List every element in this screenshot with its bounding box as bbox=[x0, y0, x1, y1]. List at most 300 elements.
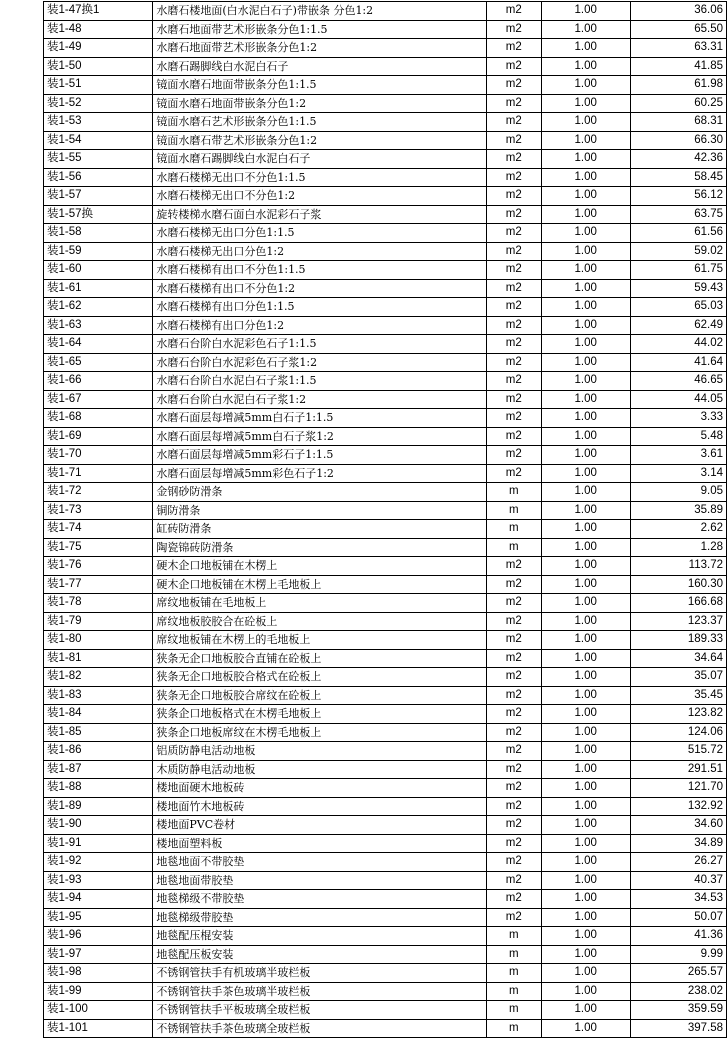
price-cell[interactable]: 44.05 bbox=[630, 390, 726, 409]
name-cell[interactable]: 水磨石面层每增减5mm彩色石子1:2 bbox=[153, 464, 486, 483]
unit-cell[interactable]: m2 bbox=[486, 760, 541, 779]
name-cell[interactable]: 水磨石楼梯无出口分色1:2 bbox=[153, 242, 486, 261]
unit-cell[interactable]: m2 bbox=[486, 57, 541, 76]
price-cell[interactable]: 56.12 bbox=[630, 187, 726, 206]
table-row bbox=[44, 242, 727, 261]
name-cell[interactable]: 水磨石台阶白水泥白石子浆1:1.5 bbox=[153, 372, 486, 391]
quantity-cell[interactable]: 1.00 bbox=[541, 853, 630, 872]
code-cell[interactable]: 装1-95 bbox=[44, 908, 153, 927]
code-cell[interactable]: 装1-70 bbox=[44, 446, 153, 465]
name-cell[interactable]: 水磨石台阶白水泥彩色石子1:1.5 bbox=[153, 335, 486, 354]
table-row bbox=[44, 501, 727, 520]
quantity-cell[interactable]: 1.00 bbox=[541, 261, 630, 280]
price-cell[interactable]: 189.33 bbox=[630, 631, 726, 650]
price-cell[interactable]: 59.43 bbox=[630, 279, 726, 298]
unit-cell[interactable]: m bbox=[486, 501, 541, 520]
table-row bbox=[44, 927, 727, 946]
price-cell[interactable]: 50.07 bbox=[630, 908, 726, 927]
name-cell[interactable]: 水磨石踢脚线白水泥白石子 bbox=[153, 57, 486, 76]
price-cell[interactable]: 9.05 bbox=[630, 483, 726, 502]
code-cell[interactable]: 装1-62 bbox=[44, 298, 153, 317]
price-cell[interactable]: 46.65 bbox=[630, 372, 726, 391]
price-cell[interactable]: 40.37 bbox=[630, 871, 726, 890]
code-cell[interactable]: 装1-84 bbox=[44, 705, 153, 724]
price-cell[interactable]: 238.02 bbox=[630, 982, 726, 1001]
unit-cell[interactable]: m bbox=[486, 1001, 541, 1020]
code-cell[interactable]: 装1-69 bbox=[44, 427, 153, 446]
name-cell[interactable]: 木质防静电活动地板 bbox=[153, 760, 486, 779]
name-cell[interactable]: 硬木企口地板铺在木楞上毛地板上 bbox=[153, 575, 486, 594]
name-cell[interactable]: 水磨石台阶白水泥彩色石子浆1:2 bbox=[153, 353, 486, 372]
price-cell[interactable]: 35.07 bbox=[630, 668, 726, 687]
price-cell[interactable]: 35.45 bbox=[630, 686, 726, 705]
name-cell[interactable]: 镜面水磨石地面带嵌条分色1:1.5 bbox=[153, 76, 486, 95]
quantity-cell[interactable]: 1.00 bbox=[541, 316, 630, 335]
code-cell[interactable]: 装1-50 bbox=[44, 57, 153, 76]
name-cell[interactable]: 楼地面塑料板 bbox=[153, 834, 486, 853]
name-cell[interactable]: 狭条无企口地板胶合直铺在砼板上 bbox=[153, 649, 486, 668]
quantity-cell[interactable]: 1.00 bbox=[541, 612, 630, 631]
name-cell[interactable]: 硬木企口地板铺在木楞上 bbox=[153, 557, 486, 576]
unit-cell[interactable]: m2 bbox=[486, 557, 541, 576]
unit-cell[interactable]: m2 bbox=[486, 20, 541, 39]
name-cell[interactable]: 陶瓷锦砖防滑条 bbox=[153, 538, 486, 557]
unit-cell[interactable]: m2 bbox=[486, 446, 541, 465]
unit-cell[interactable]: m2 bbox=[486, 2, 541, 21]
quantity-cell[interactable]: 1.00 bbox=[541, 945, 630, 964]
quantity-cell[interactable]: 1.00 bbox=[541, 779, 630, 798]
name-cell[interactable]: 不锈钢管扶手平板玻璃全玻栏板 bbox=[153, 1001, 486, 1020]
quantity-cell[interactable]: 1.00 bbox=[541, 150, 630, 169]
name-cell[interactable]: 铝质防静电活动地板 bbox=[153, 742, 486, 761]
code-cell[interactable]: 装1-59 bbox=[44, 242, 153, 261]
unit-cell[interactable]: m2 bbox=[486, 723, 541, 742]
name-cell[interactable]: 水磨石台阶白水泥白石子浆1:2 bbox=[153, 390, 486, 409]
unit-cell[interactable]: m2 bbox=[486, 390, 541, 409]
quantity-cell[interactable]: 1.00 bbox=[541, 631, 630, 650]
price-cell[interactable]: 65.03 bbox=[630, 298, 726, 317]
name-cell[interactable]: 水磨石楼梯有出口不分色1:1.5 bbox=[153, 261, 486, 280]
unit-cell[interactable]: m bbox=[486, 538, 541, 557]
quantity-cell[interactable]: 1.00 bbox=[541, 168, 630, 187]
unit-cell[interactable]: m2 bbox=[486, 205, 541, 224]
unit-cell[interactable]: m2 bbox=[486, 779, 541, 798]
quantity-cell[interactable]: 1.00 bbox=[541, 760, 630, 779]
name-cell[interactable]: 不锈钢管扶手茶色玻璃全玻栏板 bbox=[153, 1019, 486, 1038]
price-cell[interactable]: 397.58 bbox=[630, 1019, 726, 1038]
unit-cell[interactable]: m bbox=[486, 483, 541, 502]
quantity-cell[interactable]: 1.00 bbox=[541, 501, 630, 520]
unit-cell[interactable]: m2 bbox=[486, 113, 541, 132]
code-cell[interactable]: 装1-93 bbox=[44, 871, 153, 890]
quantity-cell[interactable]: 1.00 bbox=[541, 2, 630, 21]
price-cell[interactable]: 34.89 bbox=[630, 834, 726, 853]
code-cell[interactable]: 装1-88 bbox=[44, 779, 153, 798]
unit-cell[interactable]: m2 bbox=[486, 316, 541, 335]
quantity-cell[interactable]: 1.00 bbox=[541, 131, 630, 150]
name-cell[interactable]: 狭条无企口地板胶合席纹在砼板上 bbox=[153, 686, 486, 705]
name-cell[interactable]: 席纹地板铺在毛地板上 bbox=[153, 594, 486, 613]
code-cell[interactable]: 装1-71 bbox=[44, 464, 153, 483]
table-row bbox=[44, 797, 727, 816]
unit-cell[interactable]: m bbox=[486, 1019, 541, 1038]
name-cell[interactable]: 水磨石楼梯有出口分色1:1.5 bbox=[153, 298, 486, 317]
code-cell[interactable]: 装1-55 bbox=[44, 150, 153, 169]
name-cell[interactable]: 缸砖防滑条 bbox=[153, 520, 486, 539]
quantity-cell[interactable]: 1.00 bbox=[541, 834, 630, 853]
unit-cell[interactable]: m2 bbox=[486, 427, 541, 446]
name-cell[interactable]: 水磨石面层每增减5mm彩石子1:1.5 bbox=[153, 446, 486, 465]
unit-cell[interactable]: m2 bbox=[486, 686, 541, 705]
unit-cell[interactable]: m2 bbox=[486, 649, 541, 668]
name-cell[interactable]: 水磨石面层每增减5mm白石子1:1.5 bbox=[153, 409, 486, 428]
name-cell[interactable]: 地毯梯级带胶垫 bbox=[153, 908, 486, 927]
table-row bbox=[44, 853, 727, 872]
code-cell[interactable]: 装1-91 bbox=[44, 834, 153, 853]
price-cell[interactable]: 66.30 bbox=[630, 131, 726, 150]
unit-cell[interactable]: m2 bbox=[486, 890, 541, 909]
quantity-cell[interactable]: 1.00 bbox=[541, 575, 630, 594]
code-cell[interactable]: 装1-72 bbox=[44, 483, 153, 502]
price-cell[interactable]: 3.61 bbox=[630, 446, 726, 465]
unit-cell[interactable]: m bbox=[486, 927, 541, 946]
quantity-cell[interactable]: 1.00 bbox=[541, 742, 630, 761]
code-cell[interactable]: 装1-47换1 bbox=[44, 2, 153, 21]
quantity-cell[interactable]: 1.00 bbox=[541, 113, 630, 132]
unit-cell[interactable]: m2 bbox=[486, 464, 541, 483]
unit-cell[interactable]: m2 bbox=[486, 575, 541, 594]
unit-cell[interactable]: m2 bbox=[486, 594, 541, 613]
unit-cell[interactable]: m2 bbox=[486, 797, 541, 816]
quantity-cell[interactable]: 1.00 bbox=[541, 723, 630, 742]
name-cell[interactable]: 狭条企口地板席纹在木楞毛地板上 bbox=[153, 723, 486, 742]
price-cell[interactable]: 265.57 bbox=[630, 964, 726, 983]
quantity-cell[interactable]: 1.00 bbox=[541, 353, 630, 372]
name-cell[interactable]: 镜面水磨石带艺术形嵌条分色1:2 bbox=[153, 131, 486, 150]
code-cell[interactable]: 装1-66 bbox=[44, 372, 153, 391]
unit-cell[interactable]: m2 bbox=[486, 261, 541, 280]
price-cell[interactable]: 58.45 bbox=[630, 168, 726, 187]
code-cell[interactable]: 装1-80 bbox=[44, 631, 153, 650]
unit-cell[interactable]: m bbox=[486, 982, 541, 1001]
table-row bbox=[44, 668, 727, 687]
price-cell[interactable]: 121.70 bbox=[630, 779, 726, 798]
name-cell[interactable]: 水磨石楼梯无出口分色1:1.5 bbox=[153, 224, 486, 243]
unit-cell[interactable]: m2 bbox=[486, 853, 541, 872]
name-cell[interactable]: 金钢砂防滑条 bbox=[153, 483, 486, 502]
code-cell[interactable]: 装1-48 bbox=[44, 20, 153, 39]
quantity-cell[interactable]: 1.00 bbox=[541, 187, 630, 206]
table-row bbox=[44, 464, 727, 483]
quantity-cell[interactable]: 1.00 bbox=[541, 1019, 630, 1038]
name-cell[interactable]: 水磨石楼梯无出口不分色1:2 bbox=[153, 187, 486, 206]
unit-cell[interactable]: m2 bbox=[486, 168, 541, 187]
quantity-cell[interactable]: 1.00 bbox=[541, 686, 630, 705]
code-cell[interactable]: 装1-64 bbox=[44, 335, 153, 354]
code-cell[interactable]: 装1-57 bbox=[44, 187, 153, 206]
price-cell[interactable]: 34.64 bbox=[630, 649, 726, 668]
name-cell[interactable]: 水磨石地面带艺术形嵌条分色1:1.5 bbox=[153, 20, 486, 39]
quantity-cell[interactable]: 1.00 bbox=[541, 1001, 630, 1020]
table-row bbox=[44, 575, 727, 594]
price-cell[interactable]: 9.99 bbox=[630, 945, 726, 964]
unit-cell[interactable]: m2 bbox=[486, 372, 541, 391]
code-cell[interactable]: 装1-74 bbox=[44, 520, 153, 539]
price-cell[interactable]: 113.72 bbox=[630, 557, 726, 576]
quantity-cell[interactable]: 1.00 bbox=[541, 871, 630, 890]
name-cell[interactable]: 水磨石地面带艺术形嵌条分色1:2 bbox=[153, 39, 486, 58]
quantity-cell[interactable]: 1.00 bbox=[541, 335, 630, 354]
quantity-cell[interactable]: 1.00 bbox=[541, 483, 630, 502]
code-cell[interactable]: 装1-94 bbox=[44, 890, 153, 909]
price-cell[interactable]: 41.36 bbox=[630, 927, 726, 946]
quantity-cell[interactable]: 1.00 bbox=[541, 224, 630, 243]
unit-cell[interactable]: m2 bbox=[486, 871, 541, 890]
quantity-cell[interactable]: 1.00 bbox=[541, 797, 630, 816]
name-cell[interactable]: 水磨石楼梯有出口不分色1:2 bbox=[153, 279, 486, 298]
code-cell[interactable]: 装1-100 bbox=[44, 1001, 153, 1020]
price-cell[interactable]: 166.68 bbox=[630, 594, 726, 613]
unit-cell[interactable]: m2 bbox=[486, 242, 541, 261]
price-cell[interactable]: 123.82 bbox=[630, 705, 726, 724]
quantity-cell[interactable]: 1.00 bbox=[541, 372, 630, 391]
price-cell[interactable]: 61.75 bbox=[630, 261, 726, 280]
table-row bbox=[44, 779, 727, 798]
name-cell[interactable]: 水磨石楼地面(白水泥白石子)带嵌条 分色1:2 bbox=[153, 2, 486, 21]
unit-cell[interactable]: m2 bbox=[486, 335, 541, 354]
code-cell[interactable]: 装1-54 bbox=[44, 131, 153, 150]
quantity-cell[interactable]: 1.00 bbox=[541, 20, 630, 39]
name-cell[interactable]: 楼地面硬木地板砖 bbox=[153, 779, 486, 798]
quantity-cell[interactable]: 1.00 bbox=[541, 279, 630, 298]
unit-cell[interactable]: m bbox=[486, 520, 541, 539]
code-cell[interactable]: 装1-86 bbox=[44, 742, 153, 761]
price-cell[interactable]: 41.64 bbox=[630, 353, 726, 372]
code-cell[interactable]: 装1-56 bbox=[44, 168, 153, 187]
name-cell[interactable]: 旋转楼梯水磨石面白水泥彩石子浆 bbox=[153, 205, 486, 224]
unit-cell[interactable]: m2 bbox=[486, 409, 541, 428]
code-cell[interactable]: 装1-53 bbox=[44, 113, 153, 132]
quantity-cell[interactable]: 1.00 bbox=[541, 538, 630, 557]
code-cell[interactable]: 装1-81 bbox=[44, 649, 153, 668]
quantity-cell[interactable]: 1.00 bbox=[541, 982, 630, 1001]
quantity-cell[interactable]: 1.00 bbox=[541, 927, 630, 946]
quantity-cell[interactable]: 1.00 bbox=[541, 649, 630, 668]
code-cell[interactable]: 装1-101 bbox=[44, 1019, 153, 1038]
unit-cell[interactable]: m2 bbox=[486, 224, 541, 243]
price-cell[interactable]: 1.28 bbox=[630, 538, 726, 557]
price-cell[interactable]: 123.37 bbox=[630, 612, 726, 631]
price-cell[interactable]: 26.27 bbox=[630, 853, 726, 872]
price-cell[interactable]: 63.31 bbox=[630, 39, 726, 58]
unit-cell[interactable]: m2 bbox=[486, 816, 541, 835]
table-row bbox=[44, 316, 727, 335]
unit-cell[interactable]: m2 bbox=[486, 150, 541, 169]
code-cell[interactable]: 装1-89 bbox=[44, 797, 153, 816]
unit-cell[interactable]: m2 bbox=[486, 298, 541, 317]
quantity-cell[interactable]: 1.00 bbox=[541, 908, 630, 927]
code-cell[interactable]: 装1-68 bbox=[44, 409, 153, 428]
name-cell[interactable]: 地毯梯级不带胶垫 bbox=[153, 890, 486, 909]
unit-cell[interactable]: m2 bbox=[486, 131, 541, 150]
quota-table bbox=[43, 1, 727, 1038]
code-cell[interactable]: 装1-79 bbox=[44, 612, 153, 631]
price-cell[interactable]: 124.06 bbox=[630, 723, 726, 742]
code-cell[interactable]: 装1-57换 bbox=[44, 205, 153, 224]
code-cell[interactable]: 装1-87 bbox=[44, 760, 153, 779]
name-cell[interactable]: 地毯配压板安装 bbox=[153, 945, 486, 964]
quantity-cell[interactable]: 1.00 bbox=[541, 705, 630, 724]
quantity-cell[interactable]: 1.00 bbox=[541, 409, 630, 428]
price-cell[interactable]: 59.02 bbox=[630, 242, 726, 261]
unit-cell[interactable]: m2 bbox=[486, 279, 541, 298]
code-cell[interactable]: 装1-51 bbox=[44, 76, 153, 95]
name-cell[interactable]: 狭条企口地板格式在木楞毛地板上 bbox=[153, 705, 486, 724]
quantity-cell[interactable]: 1.00 bbox=[541, 76, 630, 95]
name-cell[interactable]: 楼地面PVC卷材 bbox=[153, 816, 486, 835]
unit-cell[interactable]: m2 bbox=[486, 187, 541, 206]
quantity-cell[interactable]: 1.00 bbox=[541, 57, 630, 76]
name-cell[interactable]: 铜防滑条 bbox=[153, 501, 486, 520]
quantity-cell[interactable]: 1.00 bbox=[541, 520, 630, 539]
code-cell[interactable]: 装1-52 bbox=[44, 94, 153, 113]
name-cell[interactable]: 地毯配压棍安装 bbox=[153, 927, 486, 946]
code-cell[interactable]: 装1-85 bbox=[44, 723, 153, 742]
table-row bbox=[44, 834, 727, 853]
code-cell[interactable]: 装1-77 bbox=[44, 575, 153, 594]
table-row bbox=[44, 205, 727, 224]
quantity-cell[interactable]: 1.00 bbox=[541, 668, 630, 687]
price-cell[interactable]: 291.51 bbox=[630, 760, 726, 779]
price-cell[interactable]: 359.59 bbox=[630, 1001, 726, 1020]
price-cell[interactable]: 34.53 bbox=[630, 890, 726, 909]
code-cell[interactable]: 装1-92 bbox=[44, 853, 153, 872]
price-cell[interactable]: 3.14 bbox=[630, 464, 726, 483]
quantity-cell[interactable]: 1.00 bbox=[541, 427, 630, 446]
name-cell[interactable]: 地毯地面带胶垫 bbox=[153, 871, 486, 890]
quantity-cell[interactable]: 1.00 bbox=[541, 298, 630, 317]
code-cell[interactable]: 装1-58 bbox=[44, 224, 153, 243]
price-cell[interactable]: 132.92 bbox=[630, 797, 726, 816]
code-cell[interactable]: 装1-98 bbox=[44, 964, 153, 983]
quantity-cell[interactable]: 1.00 bbox=[541, 446, 630, 465]
name-cell[interactable]: 席纹地板胶胶合在砼板上 bbox=[153, 612, 486, 631]
unit-cell[interactable]: m2 bbox=[486, 668, 541, 687]
code-cell[interactable]: 装1-97 bbox=[44, 945, 153, 964]
quantity-cell[interactable]: 1.00 bbox=[541, 94, 630, 113]
code-cell[interactable]: 装1-65 bbox=[44, 353, 153, 372]
quantity-cell[interactable]: 1.00 bbox=[541, 890, 630, 909]
price-cell[interactable]: 41.85 bbox=[630, 57, 726, 76]
quantity-cell[interactable]: 1.00 bbox=[541, 594, 630, 613]
price-cell[interactable]: 2.62 bbox=[630, 520, 726, 539]
price-cell[interactable]: 515.72 bbox=[630, 742, 726, 761]
price-cell[interactable]: 63.75 bbox=[630, 205, 726, 224]
quantity-cell[interactable]: 1.00 bbox=[541, 816, 630, 835]
code-cell[interactable]: 装1-76 bbox=[44, 557, 153, 576]
code-cell[interactable]: 装1-78 bbox=[44, 594, 153, 613]
code-cell[interactable]: 装1-67 bbox=[44, 390, 153, 409]
price-cell[interactable]: 160.30 bbox=[630, 575, 726, 594]
name-cell[interactable]: 狭条无企口地板胶合格式在砼板上 bbox=[153, 668, 486, 687]
quantity-cell[interactable]: 1.00 bbox=[541, 205, 630, 224]
code-cell[interactable]: 装1-60 bbox=[44, 261, 153, 280]
price-cell[interactable]: 42.36 bbox=[630, 150, 726, 169]
code-cell[interactable]: 装1-83 bbox=[44, 686, 153, 705]
code-cell[interactable]: 装1-99 bbox=[44, 982, 153, 1001]
table-row bbox=[44, 1019, 727, 1038]
name-cell[interactable]: 楼地面竹木地板砖 bbox=[153, 797, 486, 816]
unit-cell[interactable]: m2 bbox=[486, 742, 541, 761]
quantity-cell[interactable]: 1.00 bbox=[541, 242, 630, 261]
code-cell[interactable]: 装1-63 bbox=[44, 316, 153, 335]
price-cell[interactable]: 61.98 bbox=[630, 76, 726, 95]
name-cell[interactable]: 水磨石楼梯有出口分色1:2 bbox=[153, 316, 486, 335]
table-row bbox=[44, 187, 727, 206]
quantity-cell[interactable]: 1.00 bbox=[541, 390, 630, 409]
unit-cell[interactable]: m2 bbox=[486, 631, 541, 650]
name-cell[interactable]: 水磨石面层每增减5mm白石子浆1:2 bbox=[153, 427, 486, 446]
code-cell[interactable]: 装1-49 bbox=[44, 39, 153, 58]
quantity-cell[interactable]: 1.00 bbox=[541, 464, 630, 483]
name-cell[interactable]: 镜面水磨石艺术形嵌条分色1:1.5 bbox=[153, 113, 486, 132]
unit-cell[interactable]: m2 bbox=[486, 94, 541, 113]
price-cell[interactable]: 34.60 bbox=[630, 816, 726, 835]
table-row bbox=[44, 631, 727, 650]
price-cell[interactable]: 61.56 bbox=[630, 224, 726, 243]
name-cell[interactable]: 不锈钢管扶手有机玻璃半玻栏板 bbox=[153, 964, 486, 983]
code-cell[interactable]: 装1-61 bbox=[44, 279, 153, 298]
quantity-cell[interactable]: 1.00 bbox=[541, 557, 630, 576]
code-cell[interactable]: 装1-82 bbox=[44, 668, 153, 687]
price-cell[interactable]: 65.50 bbox=[630, 20, 726, 39]
unit-cell[interactable]: m2 bbox=[486, 908, 541, 927]
price-cell[interactable]: 35.89 bbox=[630, 501, 726, 520]
unit-cell[interactable]: m2 bbox=[486, 353, 541, 372]
name-cell[interactable]: 镜面水磨石踢脚线白水泥白石子 bbox=[153, 150, 486, 169]
unit-cell[interactable]: m2 bbox=[486, 705, 541, 724]
name-cell[interactable]: 镜面水磨石地面带嵌条分色1:2 bbox=[153, 94, 486, 113]
price-cell[interactable]: 62.49 bbox=[630, 316, 726, 335]
name-cell[interactable]: 不锈钢管扶手茶色玻璃半玻栏板 bbox=[153, 982, 486, 1001]
code-cell[interactable]: 装1-90 bbox=[44, 816, 153, 835]
price-cell[interactable]: 60.25 bbox=[630, 94, 726, 113]
price-cell[interactable]: 44.02 bbox=[630, 335, 726, 354]
price-cell[interactable]: 36.06 bbox=[630, 2, 726, 21]
code-cell[interactable]: 装1-75 bbox=[44, 538, 153, 557]
table-row bbox=[44, 39, 727, 58]
unit-cell[interactable]: m bbox=[486, 945, 541, 964]
table-row bbox=[44, 594, 727, 613]
name-cell[interactable]: 地毯地面不带胶垫 bbox=[153, 853, 486, 872]
unit-cell[interactable]: m2 bbox=[486, 612, 541, 631]
table-row bbox=[44, 816, 727, 835]
unit-cell[interactable]: m2 bbox=[486, 39, 541, 58]
name-cell[interactable]: 席纹地板铺在木楞上的毛地板上 bbox=[153, 631, 486, 650]
quantity-cell[interactable]: 1.00 bbox=[541, 964, 630, 983]
quantity-cell[interactable]: 1.00 bbox=[541, 39, 630, 58]
code-cell[interactable]: 装1-96 bbox=[44, 927, 153, 946]
unit-cell[interactable]: m bbox=[486, 964, 541, 983]
name-cell[interactable]: 水磨石楼梯无出口不分色1:1.5 bbox=[153, 168, 486, 187]
code-cell[interactable]: 装1-73 bbox=[44, 501, 153, 520]
table-row bbox=[44, 427, 727, 446]
price-cell[interactable]: 3.33 bbox=[630, 409, 726, 428]
price-cell[interactable]: 5.48 bbox=[630, 427, 726, 446]
unit-cell[interactable]: m2 bbox=[486, 76, 541, 95]
price-cell[interactable]: 68.31 bbox=[630, 113, 726, 132]
unit-cell[interactable]: m2 bbox=[486, 834, 541, 853]
